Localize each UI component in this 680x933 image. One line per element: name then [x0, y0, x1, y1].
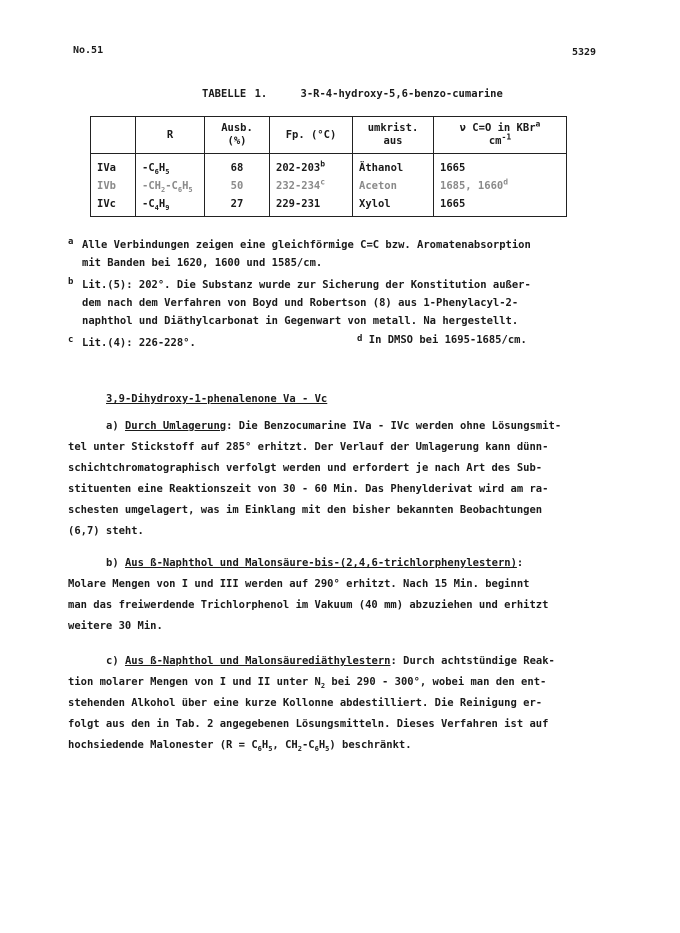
footnote-b: b Lit.(5): 202°. Die Substanz wurde zur Sicherung der Konstitution außer- dem nach dem Verfahren von Boyd und Robertson (8) aus 1-Phenylacyl-2- naphthol und Diäthylcarbonat in Gegenwart von metall. Na hergestellt.: [68, 277, 531, 327]
table-row: [91, 177, 567, 195]
row-solvent: Xylol: [353, 195, 434, 217]
header-cell-id: [91, 117, 136, 154]
row-ir: 1665: [434, 154, 567, 178]
paragraph-c: c) Aus ß-Naphthol und Malonsäurediäthylestern: Durch achtstündige Reak- tion molarer Mengen von I und II unter $N_2$ bei 290 - 300°, wobei man den ent- stehenden Alkohol über eine kurze Kollonne abdestilliert. Die Reinigung er- folgt aus den in Tab. 2 angegebenen Lösungsmitteln. Dieses Verfahren ist auf hochsiedende Malonester ($R = C_6H_5$, $CH_2-C_6H_5$) beschränkt.: [68, 655, 555, 754]
header-cell-ir: ν C=O in KBr$^a$ $cm^{-1}$: [434, 117, 567, 154]
footnote-c: c Lit.(4): 226-228°.: [68, 335, 196, 349]
row-r: $-C_4H_9$: [136, 195, 205, 217]
footnote-d: d In DMSO bei 1695-1685/cm.: [357, 334, 527, 346]
table-label: TABELLE 1.: [202, 88, 268, 100]
table-title: 3-R-4-hydroxy-5,6-benzo-cumarine: [300, 88, 503, 100]
row-ir: 1665: [434, 195, 567, 217]
header-cell-r: R: [136, 117, 205, 154]
header-cell-fp: Fp. (°C): [270, 117, 353, 154]
row-ausb: 27: [205, 195, 270, 217]
row-fp: 229-231: [270, 195, 353, 217]
row-ir: 1685, 1660$^d$: [434, 177, 567, 195]
footnote-a: a Alle Verbindungen zeigen eine gleichförmige C=C bzw. Aromatenabsorption mit Banden bei 1620, 1600 und 1585/cm.: [68, 237, 531, 269]
row-fp: 202-203$^b$: [270, 154, 353, 178]
paragraph-b: b) Aus ß-Naphthol und Malonsäure-bis-(2,4,6-trichlorphenylestern): Molare Mengen von I und III werden auf 290° erhitzt. Nach 15 Min. beginnt man das freiwerdende Trichlorphenol im Vakuum (40 mm) abzuziehen und erhitzt weitere 30 Min.: [68, 557, 549, 632]
row-id: IVa: [91, 154, 136, 178]
table-caption: [202, 88, 503, 100]
row-solvent: Äthanol: [353, 154, 434, 178]
row-r: $-C_6H_5$: [136, 154, 205, 178]
header-cell-ausb: Ausb. (%): [205, 117, 270, 154]
journal-number: No.51: [73, 45, 104, 56]
row-id: IVb: [91, 177, 136, 195]
table-header-row: [91, 117, 567, 154]
row-ausb: 50: [205, 177, 270, 195]
row-ausb: 68: [205, 154, 270, 178]
header-cell-umkrist: umkrist. aus: [353, 117, 434, 154]
table-row: [91, 154, 567, 178]
row-id: IVc: [91, 195, 136, 217]
section-title: 3,9-Dihydroxy-1-phenalenone Va - Vc: [106, 393, 328, 405]
row-r: $-CH_2-C_6H_5$: [136, 177, 205, 195]
paragraph-a: a) Durch Umlagerung: Die Benzocumarine IVa - IVc werden ohne Lösungsmit- tel unter Stickstoff auf 285° erhitzt. Der Verlauf der Umlagerung kann dünn- schichtchromatographisch verfolgt werden und erfordert je nach Art des Sub- stituenten eine Reaktionszeit von 30 - 60 Min. Das Phenylderivat wird am ra- schesten umgelagert, was im Einklang mit den bisher bekannten Beobachtungen (6,7) steht.: [68, 420, 562, 537]
row-fp: 232-234$^c$: [270, 177, 353, 195]
page-number: 5329: [572, 47, 597, 58]
table-row: [91, 195, 567, 217]
row-solvent: Aceton: [353, 177, 434, 195]
table-1: [90, 116, 567, 217]
